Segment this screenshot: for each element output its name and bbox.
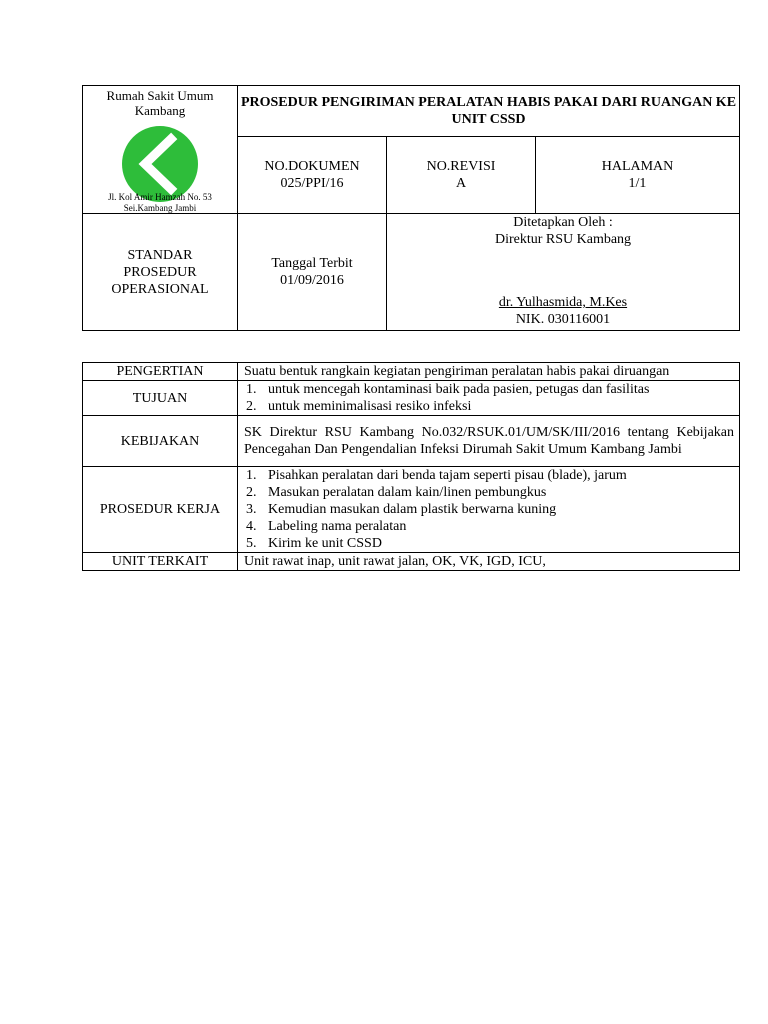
list-item: 3. Kemudian masukan dalam plastik berwarna kuning [246, 502, 557, 517]
doc-number-label: NO.DOKUMEN [264, 159, 360, 174]
signer-name: dr. Yulhasmida, M.Kes [498, 295, 628, 310]
row-pengertian [83, 363, 740, 381]
page-value: 1/1 [628, 176, 647, 191]
unit-terkait-text: Unit rawat inap, unit rawat jalan, OK, VK, IGD, ICU, [238, 553, 740, 571]
row-kebijakan [83, 416, 740, 467]
established-by-label: Ditetapkan Oleh : [513, 215, 613, 230]
procedure-content-table [82, 362, 740, 571]
row-unit-terkait [83, 553, 740, 571]
prosedur-list [238, 467, 740, 553]
issue-date-label: Tanggal Terbit [271, 256, 353, 271]
hospital-name: Rumah Sakit Umum Kambang [106, 88, 214, 118]
list-item: 5. Kirim ke unit CSSD [246, 536, 382, 551]
revision-label: NO.REVISI [426, 159, 496, 174]
document-header-table [82, 85, 740, 331]
list-item: 2. Masukan peralatan dalam kain/linen pembungkus [246, 485, 547, 500]
pengertian-label: PENGERTIAN [83, 363, 238, 381]
list-item: 1. untuk mencegah kontaminasi baik pada pasien, petugas dan fasilitas [246, 382, 650, 397]
list-item: 1. Pisahkan peralatan dari benda tajam seperti pisau (blade), jarum [246, 468, 627, 483]
list-item: 4. Labeling nama peralatan [246, 519, 407, 534]
revision-value: A [455, 176, 467, 191]
hospital-address: Jl. Kol Amir Hamzah No. 53 Sei.Kambang Jambi [108, 192, 212, 213]
procedure-title: PROSEDUR PENGIRIMAN PERALATAN HABIS PAKAI DARI RUANGAN KE UNIT CSSD [238, 86, 740, 137]
page-cell [536, 137, 740, 214]
sop-label: STANDAR PROSEDUR OPERASIONAL [111, 247, 209, 297]
hospital-identity-cell [83, 86, 238, 214]
unit-terkait-label: UNIT TERKAIT [83, 553, 238, 571]
signer-nik: NIK. 030116001 [515, 312, 611, 327]
doc-number-value: 025/PPI/16 [280, 176, 344, 191]
list-item: 2. untuk meminimalisasi resiko infeksi [246, 399, 472, 414]
issue-date-cell [238, 214, 387, 331]
page-label: HALAMAN [601, 159, 674, 174]
doc-number-cell [238, 137, 387, 214]
kebijakan-text: SK Direktur RSU Kambang No.032/RSUK.01/UM/SK/III/2016 tentang Kebijakan Pencegahan Dan Pengendalian Infeksi Dirumah Sakit Umum Kambang Jambi [238, 416, 740, 467]
kebijakan-label: KEBIJAKAN [83, 416, 238, 467]
established-by-role: Direktur RSU Kambang [494, 232, 632, 247]
row-prosedur [83, 467, 740, 553]
approval-cell [387, 214, 740, 331]
row-tujuan [83, 381, 740, 416]
pengertian-text: Suatu bentuk rangkain kegiatan pengiriman peralatan habis pakai diruangan [238, 363, 740, 381]
revision-cell [387, 137, 536, 214]
issue-date-value: 01/09/2016 [280, 273, 344, 288]
sop-cell [83, 214, 238, 331]
prosedur-label: PROSEDUR KERJA [83, 467, 238, 553]
tujuan-list [238, 381, 740, 416]
tujuan-label: TUJUAN [83, 381, 238, 416]
